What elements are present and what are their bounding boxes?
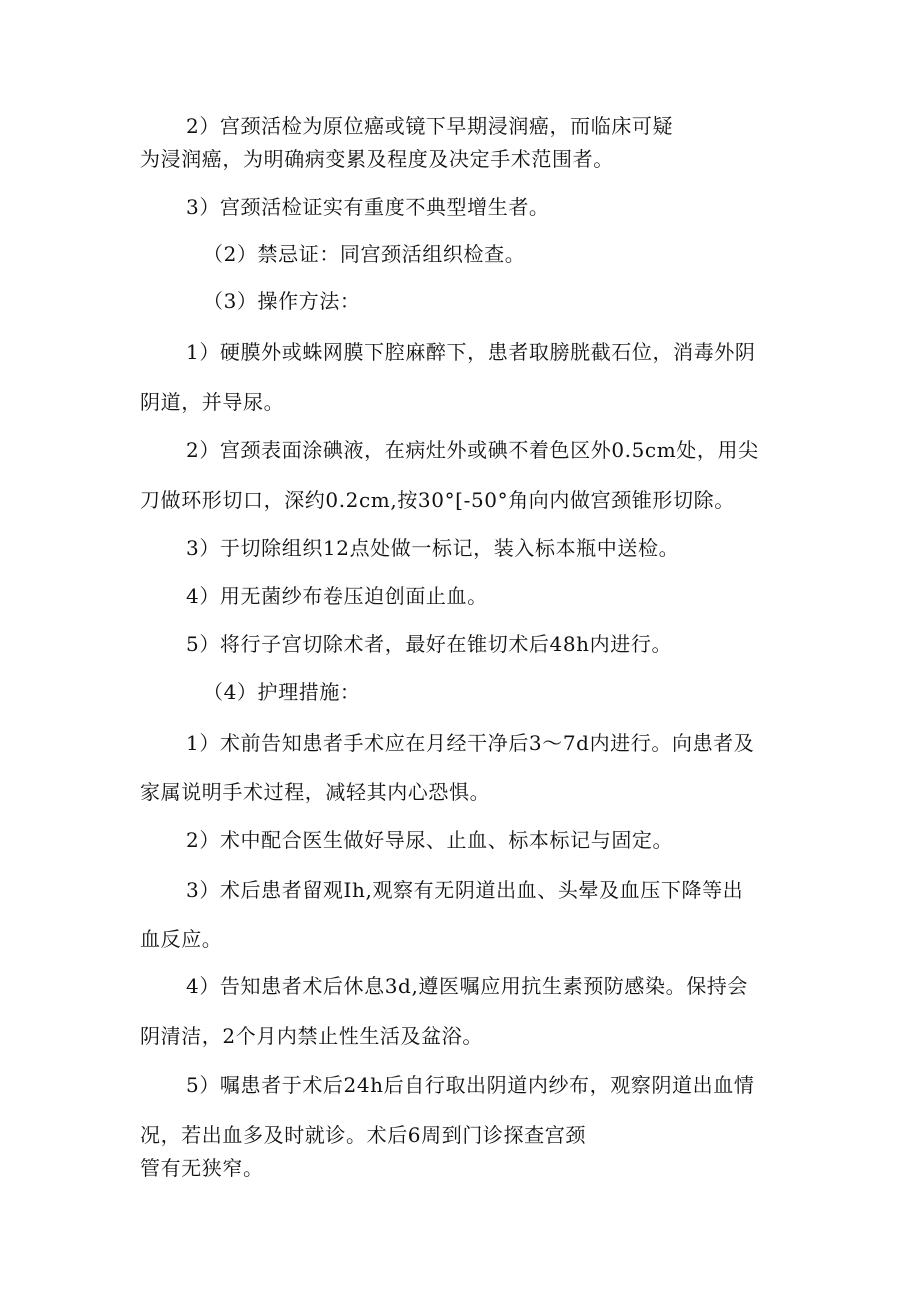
text-line: 2）术中配合医生做好导尿、止血、标本标记与固定。 bbox=[186, 828, 674, 852]
text-line: 3）宫颈活检证实有重度不典型增生者。 bbox=[186, 195, 550, 219]
text-line: （4）护理措施： bbox=[203, 680, 361, 704]
text-line: 刀做环形切口，深约0.2cm,按30°[-50°角向内做宫颈锥形切除。 bbox=[140, 488, 735, 512]
text-line: 2）宫颈表面涂碘液，在病灶外或碘不着色区外0.5cm处，用尖 bbox=[186, 438, 759, 462]
text-line: 5）将行子宫切除术者，最好在锥切术后48h内进行。 bbox=[186, 632, 673, 656]
text-line: 5）嘱患者于术后24h后自行取出阴道内纱布，观察阴道出血情 bbox=[186, 1073, 755, 1097]
text-line: 4）用无菌纱布卷压迫创面止血。 bbox=[186, 584, 488, 608]
text-line: 管有无狭窄。 bbox=[140, 1156, 264, 1180]
text-line: 2）宫颈活检为原位癌或镜下早期浸润癌，而临床可疑 bbox=[186, 114, 674, 138]
text-line: （3）操作方法： bbox=[203, 289, 361, 313]
text-line: 阴清洁，2个月内禁止性生活及盆浴。 bbox=[140, 1024, 483, 1048]
text-line: 况，若出血多及时就诊。术后6周到门诊探查宫颈 bbox=[140, 1123, 586, 1147]
text-line: （2）禁忌证：同宫颈活组织检查。 bbox=[203, 242, 526, 266]
text-line: 3）于切除组织12点处做一标记，装入标本瓶中送检。 bbox=[186, 536, 680, 560]
text-line: 1）术前告知患者手术应在月经干净后3～7d内进行。向患者及 bbox=[186, 731, 755, 755]
text-line: 血反应。 bbox=[140, 927, 223, 951]
text-line: 阴道，并导尿。 bbox=[140, 390, 285, 414]
text-line: 1）硬膜外或蛛网膜下腔麻醉下，患者取膀胱截石位，消毒外阴 bbox=[186, 340, 756, 364]
text-line: 为浸润癌，为明确病变累及程度及决定手术范围者。 bbox=[140, 147, 614, 171]
text-line: 家属说明手术过程，减轻其内心恐惧。 bbox=[140, 780, 491, 804]
text-line: 3）术后患者留观Ih,观察有无阴道出血、头晕及血压下降等出 bbox=[186, 878, 744, 902]
text-line: 4）告知患者术后休息3d,遵医嘱应用抗生素预防感染。保持会 bbox=[186, 974, 749, 998]
